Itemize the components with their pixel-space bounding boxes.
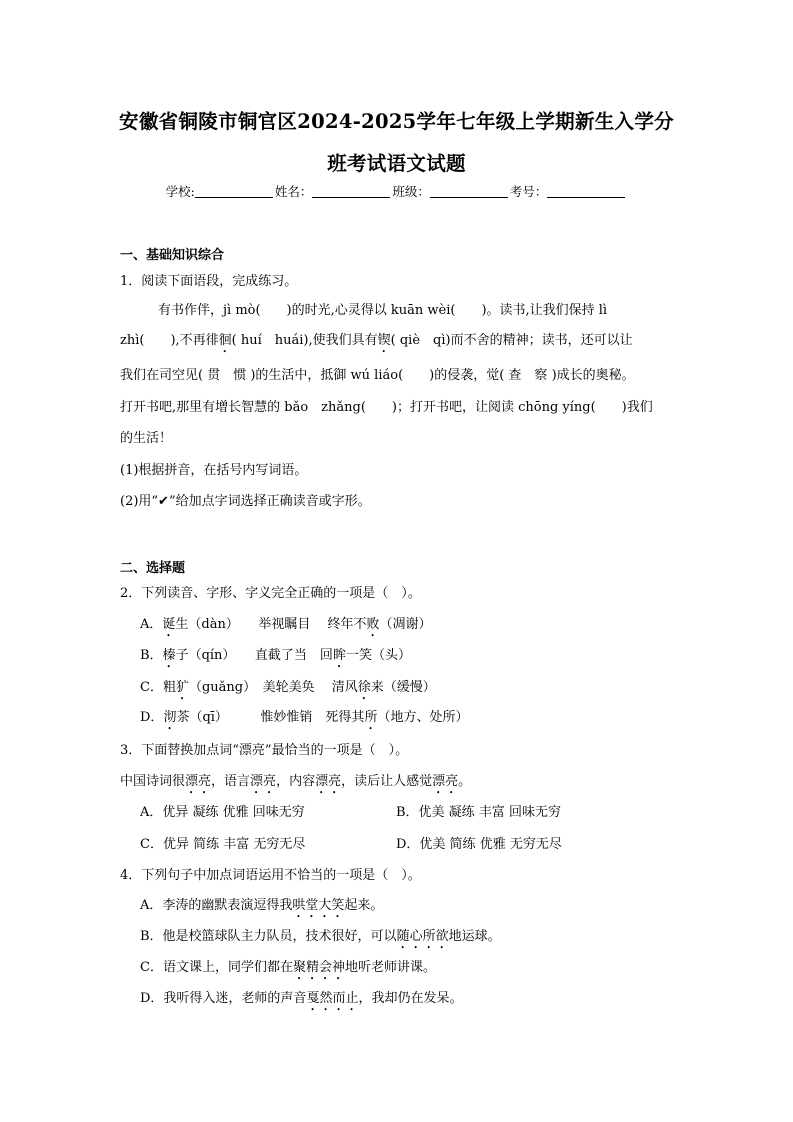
option-text: 子（qín） 直截了当 回: [175, 648, 333, 663]
option-text: 地运球。: [448, 929, 501, 944]
exam-no-label: 考号：: [509, 184, 548, 199]
dotted-char: 徊: [218, 333, 232, 348]
question-4-stem: 4．下列句子中加点词语运用不恰当的一项是（ ）。: [120, 868, 421, 883]
q3-option-a[interactable]: A．优异 凝练 优雅 回味无穷: [140, 805, 305, 820]
option-text: D．我听得入迷，老师的声音: [140, 991, 307, 1006]
dotted-char: 沏: [163, 710, 177, 725]
option-text: 生（dàn） 举视瞩目 终年不: [175, 617, 367, 632]
dotted-char: 犷: [175, 680, 189, 695]
option-text: D．: [140, 710, 164, 725]
context-text: 。: [458, 774, 472, 789]
passage-text: ( huí huái),使我们具有: [231, 333, 378, 348]
passage-line-1: 有书作伴，jì mò( )的时光,心灵得以 kuān wèi( )。读书,让我们保持 lì: [158, 303, 608, 318]
option-pair: 查 察: [504, 368, 552, 383]
class-blank[interactable]: [430, 185, 508, 198]
option-pair: 贯 惯: [203, 368, 251, 383]
option-text: A．李涛的幽默表演逗得我: [140, 898, 293, 913]
context-text: ，读后让人感觉: [341, 774, 433, 789]
option-text: 地听老师讲课。: [344, 960, 436, 975]
dotted-word: 漂亮: [432, 774, 459, 789]
q3-option-c[interactable]: C．优异 简练 丰富 无穷无尽: [140, 837, 306, 852]
sub-question-2: (2)用“✔”给加点字词选择正确读音或字形。: [120, 494, 371, 509]
passage-line-2: [120, 329, 675, 356]
passage-text: zhì( ),不再徘: [120, 333, 219, 348]
option-text: （地方、处所）: [377, 710, 469, 725]
q3-option-b[interactable]: B．优美 凝练 丰富 回味无穷: [396, 805, 561, 820]
q2-option-c[interactable]: [140, 676, 436, 703]
dotted-char: 所: [364, 710, 378, 725]
dotted-char: 败: [366, 617, 380, 632]
q4-option-d[interactable]: [140, 987, 462, 1014]
q3-option-d[interactable]: D．优美 简练 优雅 无穷无尽: [396, 837, 562, 852]
exam-no-blank[interactable]: [547, 185, 625, 198]
school-blank[interactable]: [195, 185, 273, 198]
dotted-word: 戛然而止: [306, 991, 359, 1006]
class-label: 班级：: [392, 184, 430, 199]
option-text: （guǎng） 美轮美奂 清风: [188, 680, 358, 695]
name-blank[interactable]: [312, 185, 390, 198]
passage-line-5: 的生活！: [120, 431, 173, 446]
option-text: 一笑（头）: [345, 648, 411, 663]
dotted-word: 漂亮: [315, 774, 342, 789]
dotted-char: 眸: [332, 648, 346, 663]
q2-option-d[interactable]: [140, 706, 468, 733]
option-text: C．粗: [140, 680, 176, 695]
option-text: A．: [140, 617, 163, 632]
option-text: ，我却仍在发呆。: [358, 991, 463, 1006]
question-3-context: [120, 770, 471, 797]
q4-option-a[interactable]: [140, 894, 383, 921]
passage-text: )的生活中，抵御 wú liáo( )的侵袭，觉(: [250, 368, 505, 383]
dotted-word: 漂亮: [185, 774, 212, 789]
section-heading-2: 二、选择题: [120, 561, 186, 576]
dotted-word: 漂亮: [250, 774, 277, 789]
question-2-stem: 2．下列读音、字形、字义完全正确的一项是（ ）。: [120, 586, 421, 601]
sub-question-1: (1)根据拼音，在括号内写词语。: [120, 463, 308, 478]
doc-title-line1: 安徽省铜陵市铜官区2024-2025学年七年级上学期新生入学分: [119, 110, 674, 133]
q2-option-a[interactable]: [140, 613, 432, 640]
context-text: ，语言: [211, 774, 251, 789]
name-label: 姓名：: [274, 184, 313, 199]
passage-line-4: 打开书吧,那里有增长智慧的 bǎo zhǎng( )；打开书吧，让阅读 chōng yíng( )我们: [120, 400, 653, 415]
dotted-char: 诞: [162, 617, 176, 632]
dotted-char: 锲: [377, 333, 391, 348]
option-text: B．他是校篮球队主力队员，技术很好，可以: [140, 929, 397, 944]
passage-line-3: [120, 364, 675, 383]
student-info-line: [0, 182, 793, 200]
dotted-char: 榛: [162, 648, 176, 663]
passage-text: )成长的奥秘。: [551, 368, 635, 383]
question-1-stem: 1．阅读下面语段，完成练习。: [120, 274, 298, 289]
q4-option-c[interactable]: [140, 956, 436, 983]
context-text: 中国诗词很: [120, 774, 186, 789]
option-text: 茶（qī） 惟妙惟销 死得其: [176, 710, 365, 725]
dotted-word: 聚精会神: [292, 960, 345, 975]
doc-title-line2: 班考试语文试题: [327, 152, 466, 175]
option-text: C．语文课上，同学们都在: [140, 960, 293, 975]
option-text: 来（缓慢）: [370, 680, 436, 695]
option-text: 起来。: [344, 898, 384, 913]
dotted-word: 哄堂大笑: [292, 898, 345, 913]
context-text: ，内容: [276, 774, 316, 789]
section-heading-1: 一、基础知识综合: [120, 248, 225, 263]
passage-text: ( qiè qì)而不舍的精神；读书，还可以让: [390, 333, 633, 348]
dotted-char: 徐: [357, 680, 371, 695]
q4-option-b[interactable]: [140, 925, 501, 952]
dotted-word: 随心所欲: [396, 929, 449, 944]
option-text: （凋谢）: [379, 617, 432, 632]
option-text: B．: [140, 648, 163, 663]
passage-text: 我们在司空见(: [120, 368, 204, 383]
q2-option-b[interactable]: [140, 644, 411, 671]
school-label: 学校:: [165, 184, 195, 199]
question-3-stem: 3．下面替换加点词“漂亮”最恰当的一项是（ ）。: [120, 743, 409, 758]
